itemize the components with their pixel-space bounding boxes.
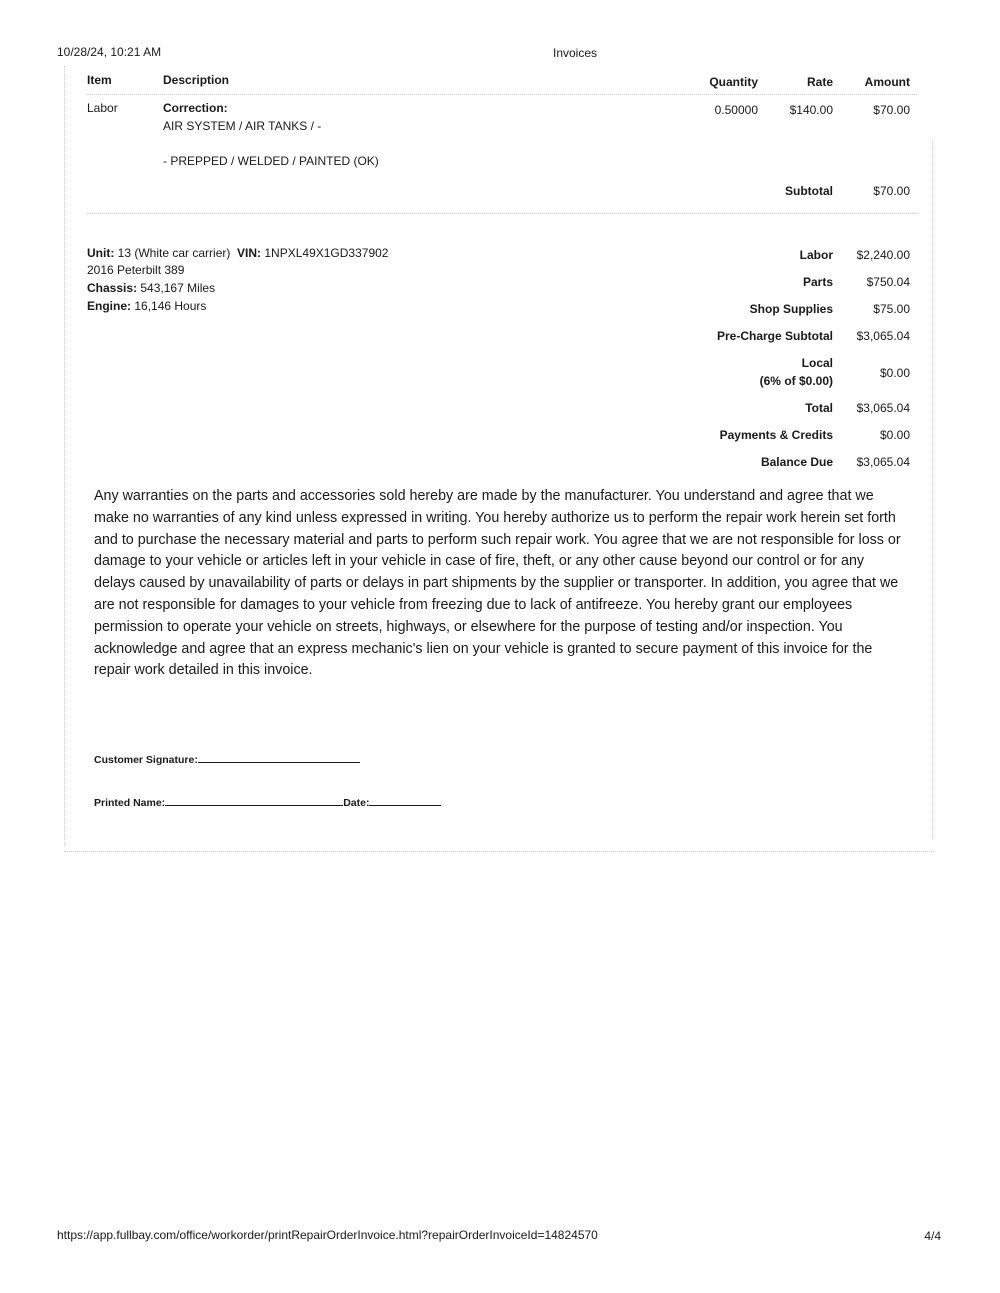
labor-total-value: $2,240.00 <box>856 248 910 262</box>
shop-supplies-value: $75.00 <box>873 302 910 316</box>
header-divider <box>87 94 917 95</box>
precharge-subtotal-label: Pre-Charge Subtotal <box>716 329 833 343</box>
subtotal-value: $70.00 <box>873 184 910 198</box>
engine-label: Engine: <box>87 299 131 313</box>
bottom-border <box>64 851 934 852</box>
column-header-amount: Amount <box>864 75 910 89</box>
customer-signature-blank <box>198 752 360 763</box>
chassis-label: Chassis: <box>87 281 138 295</box>
line-item-type: Labor <box>87 101 118 115</box>
line-item-amount: $70.00 <box>873 103 910 117</box>
vehicle-model: 2016 Peterbilt 389 <box>87 263 185 277</box>
unit-value: 13 (White car carrier) <box>117 246 231 260</box>
printed-name-blank <box>165 795 343 806</box>
correction-line-2: - PREPPED / WELDED / PAINTED (OK) <box>163 154 379 168</box>
grand-total-label: Total <box>805 401 833 415</box>
labor-total-label: Labor <box>799 248 833 262</box>
chassis-value: 543,167 Miles <box>140 281 216 295</box>
payments-credits-label: Payments & Credits <box>719 428 833 442</box>
engine-line <box>87 299 206 313</box>
engine-value: 16,146 Hours <box>134 299 207 313</box>
vin-value: 1NPXL49X1GD337902 <box>264 246 389 260</box>
line-item-quantity: 0.50000 <box>714 103 758 117</box>
local-tax-sublabel: (6% of $0.00) <box>759 374 833 388</box>
date-label: Date: <box>343 797 370 809</box>
right-border <box>932 140 933 840</box>
parts-total-label: Parts <box>802 275 833 289</box>
subtotal-label: Subtotal <box>785 184 833 198</box>
column-header-rate: Rate <box>806 75 833 89</box>
column-header-quantity: Quantity <box>709 75 758 89</box>
unit-label: Unit: <box>87 246 115 260</box>
balance-due-value: $3,065.04 <box>856 455 910 469</box>
precharge-subtotal-value: $3,065.04 <box>856 329 910 343</box>
shop-supplies-label: Shop Supplies <box>749 302 833 316</box>
page-number: 4/4 <box>924 1229 941 1243</box>
chassis-line <box>87 281 215 295</box>
local-tax-label: Local <box>801 356 833 370</box>
print-timestamp: 10/28/24, 10:21 AM <box>57 45 162 59</box>
vin-label: VIN: <box>237 246 262 260</box>
left-border <box>64 66 65 846</box>
local-tax-value: $0.00 <box>879 366 910 380</box>
page-title: Invoices <box>553 46 598 60</box>
balance-due-label: Balance Due <box>760 455 833 469</box>
section-divider <box>87 213 917 214</box>
correction-label: Correction: <box>163 101 228 115</box>
date-blank <box>369 795 441 806</box>
printed-name-line <box>94 795 441 809</box>
printed-name-label: Printed Name: <box>94 797 166 809</box>
warranty-disclaimer: Any warranties on the parts and accessories sold hereby are made by the manufacturer. You understand and agree that we make no warranties of any kind unless expressed in writing. You hereby authorize us to perform the repair work herein set forth and to purchase the necessary material and parts to perform such repair work. You agree that we are not responsible for loss or damage to your vehicle or articles left in your vehicle in case of fire, theft, or any other cause beyond our control or for any delays caused by unavailability of parts or delays in part shipments by the supplier or transporter. In addition, you agree that we are not responsible for damages to your vehicle from freezing due to lack of antifreeze. You hereby grant our employees permission to operate your vehicle on streets, highways, or elsewhere for the purpose of testing and/or inspection. You acknowledge and agree that an express mechanic's lien on your vehicle is granted to secure payment of this invoice for the repair work detailed in this invoice. <box>94 488 901 679</box>
customer-signature-line <box>94 752 360 766</box>
line-item-rate: $140.00 <box>789 103 833 117</box>
grand-total-value: $3,065.04 <box>856 401 910 415</box>
column-header-description: Description <box>163 73 230 87</box>
unit-line <box>87 246 388 260</box>
footer-url: https://app.fullbay.com/office/workorder/printRepairOrderInvoice.html?repairOrderInvoiceId=14824570 <box>57 1228 598 1242</box>
parts-total-value: $750.04 <box>866 275 910 289</box>
column-header-item: Item <box>87 73 112 87</box>
customer-signature-label: Customer Signature: <box>94 754 198 766</box>
correction-line-1: AIR SYSTEM / AIR TANKS / - <box>163 119 322 133</box>
payments-credits-value: $0.00 <box>879 428 910 442</box>
